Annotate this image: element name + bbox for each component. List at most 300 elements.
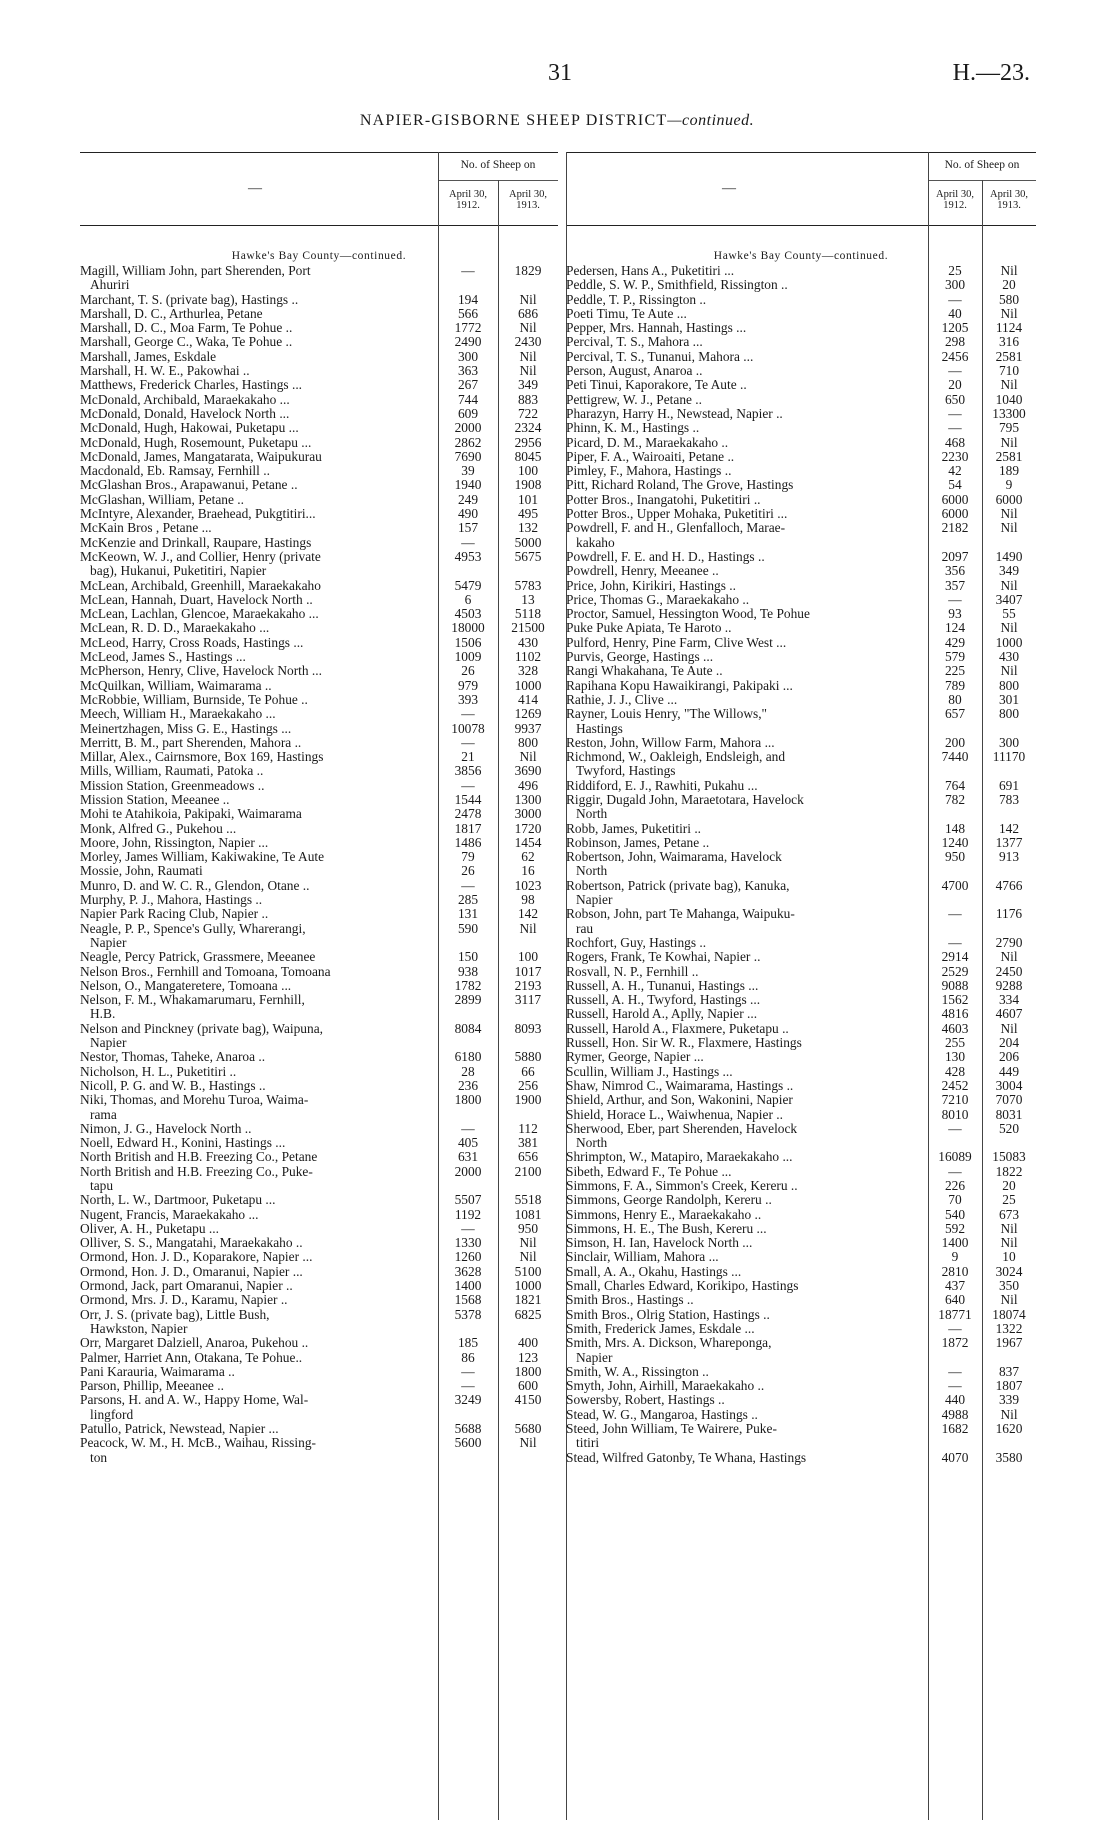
owner-name-continued: H.B. — [90, 1006, 116, 1022]
owner-entry — [80, 1293, 438, 1307]
sheep-1912: 393 — [457, 691, 479, 707]
owner-entry — [566, 421, 928, 435]
sheep-1912: 1486 — [454, 834, 482, 850]
owner-entry — [80, 779, 438, 793]
owner-entry — [80, 450, 438, 464]
sheep-1913: 2581 — [995, 348, 1023, 364]
owner-name: Robson, John, part Te Mahanga, Waipuku- — [566, 906, 795, 922]
owner-entry — [566, 493, 928, 507]
sheep-1912: 249 — [457, 491, 479, 507]
sheep-1912: 300 — [457, 348, 479, 364]
owner-name: Monk, Alfred G., Pukehou ... — [80, 820, 237, 836]
sheep-1912: 4070 — [941, 1449, 969, 1465]
sheep-1913: 580 — [998, 291, 1020, 307]
sheep-1913: Nil — [1000, 1292, 1018, 1308]
sheep-1913: 449 — [998, 1063, 1020, 1079]
table-row — [80, 493, 558, 507]
sheep-1912: 54 — [948, 477, 962, 493]
owner-name: Pettigrew, W. J., Petane .. — [566, 391, 702, 407]
table-row — [80, 264, 558, 293]
sheep-1913: 950 — [517, 1220, 539, 1236]
table-row — [80, 421, 558, 435]
owner-name: Morley, James William, Kakiwakine, Te Aute — [80, 849, 325, 865]
sheep-1913: 1454 — [514, 834, 542, 850]
table-row — [80, 693, 558, 707]
owner-name: Ormond, Hon. J. D., Koparakore, Napier ... — [80, 1249, 313, 1265]
table-row — [566, 1365, 1036, 1379]
owner-name: Simmons, H. E., The Bush, Kereru ... — [566, 1220, 767, 1236]
table-row — [566, 1336, 1036, 1365]
owner-name: Orr, J. S. (private bag), Little Bush, — [80, 1306, 270, 1322]
sheep-1913: 6000 — [995, 491, 1023, 507]
sheep-1912: 590 — [457, 920, 479, 936]
owner-name: Shield, Horace L., Waiwhenua, Napier .. — [566, 1106, 783, 1122]
table-row — [80, 636, 558, 650]
sheep-1912: 6000 — [941, 491, 969, 507]
sheep-1913: 55 — [1002, 606, 1016, 622]
sheep-1913: 2790 — [995, 934, 1023, 950]
owner-name: McLeod, Harry, Cross Roads, Hastings ... — [80, 634, 304, 650]
sheep-1912: 124 — [944, 620, 966, 636]
sheep-1912: — — [948, 591, 962, 607]
sheep-1913: 2324 — [514, 420, 542, 436]
district-title — [0, 112, 1114, 130]
owner-name: Mohi te Atahikoia, Pakipaki, Waimarama — [80, 806, 302, 822]
owner-entry — [80, 1308, 438, 1337]
sheep-1912: 2230 — [941, 448, 969, 464]
owner-entry — [80, 293, 438, 307]
sheep-1912: 4816 — [941, 1006, 969, 1022]
owner-name: Pitt, Richard Roland, The Grove, Hastings — [566, 477, 794, 493]
owner-name: North British and H.B. Freezing Co., Puke- — [80, 1163, 313, 1179]
owner-name: Shield, Arthur, and Son, Wakonini, Napier — [566, 1092, 793, 1108]
sheep-1913: 123 — [517, 1349, 539, 1365]
table-row — [566, 264, 1036, 278]
sheep-1913: 2956 — [514, 434, 542, 450]
sheep-1912: 650 — [944, 391, 966, 407]
table-row — [566, 1236, 1036, 1250]
sheep-1913: 349 — [517, 377, 539, 393]
owner-name: Rosvall, N. P., Fernhill .. — [566, 963, 699, 979]
sheep-1912: 39 — [461, 463, 475, 479]
owner-entry — [566, 564, 928, 578]
owner-entry — [80, 1265, 438, 1279]
sheep-1913: 1822 — [995, 1163, 1023, 1179]
owner-entry — [80, 521, 438, 535]
sheep-1913: 7070 — [995, 1092, 1023, 1108]
owner-name: Mills, William, Raumati, Patoka .. — [80, 763, 264, 779]
owner-entry — [566, 1079, 928, 1093]
owner-name: Rayner, Louis Henry, "The Willows," — [566, 706, 768, 722]
owner-entry — [566, 1293, 928, 1307]
sheep-1913: 142 — [517, 906, 539, 922]
owner-entry — [566, 1308, 928, 1322]
owner-entry — [566, 293, 928, 307]
table-row — [566, 1322, 1036, 1336]
sheep-1913: Nil — [1000, 1406, 1018, 1422]
owner-entry — [80, 264, 438, 293]
sheep-1913: Nil — [1000, 1235, 1018, 1251]
table-row — [566, 907, 1036, 936]
owner-name: McLean, Lachlan, Glencoe, Maraekakaho ... — [80, 606, 319, 622]
owner-name: Riddiford, E. J., Rawhiti, Pukahu ... — [566, 777, 758, 793]
owner-name: Neagle, P. P., Spence's Gully, Wharerangi, — [80, 920, 306, 936]
table-row — [566, 335, 1036, 349]
sheep-1912: 428 — [944, 1063, 966, 1079]
table-row — [566, 1193, 1036, 1207]
left-header-col2 — [498, 189, 558, 211]
table-row — [566, 436, 1036, 450]
sheep-1913: 339 — [998, 1392, 1020, 1408]
right-header-col2-date: April 30, — [990, 189, 1028, 200]
sheep-1912: 130 — [944, 1049, 966, 1065]
sheep-1913: 15083 — [992, 1149, 1026, 1165]
owner-entry — [80, 1093, 438, 1122]
sheep-1913: 1102 — [514, 649, 542, 665]
owner-name: Powdrell, F. E. and H. D., Hastings .. — [566, 548, 765, 564]
owner-entry — [566, 364, 928, 378]
sheep-1913: 2430 — [514, 334, 542, 350]
owner-name: McGlashan, William, Petane .. — [80, 491, 244, 507]
owner-entry — [80, 1336, 438, 1350]
owner-name: Picard, D. M., Maraekakaho .. — [566, 434, 729, 450]
sheep-1913: 3580 — [995, 1449, 1023, 1465]
owner-entry — [80, 1122, 438, 1136]
sheep-1913: 722 — [517, 405, 539, 421]
owner-name: North British and H.B. Freezing Co., Petane — [80, 1149, 318, 1165]
owner-name-continued: North — [576, 806, 608, 822]
owner-name: Piper, F. A., Wairoaiti, Petane .. — [566, 448, 735, 464]
table-row — [80, 1265, 558, 1279]
table-row — [566, 521, 1036, 550]
owner-entry — [566, 1279, 928, 1293]
table-row — [80, 378, 558, 392]
sheep-1913: 430 — [998, 649, 1020, 665]
sheep-1913: 1023 — [514, 877, 542, 893]
sheep-1913: 795 — [998, 420, 1020, 436]
owner-name: McDonald, James, Mangatarata, Waipukurau — [80, 448, 322, 464]
owner-name: Nimon, J. G., Havelock North .. — [80, 1120, 252, 1136]
sheep-1912: 300 — [944, 277, 966, 293]
owner-name: Noell, Edward H., Konini, Hastings ... — [80, 1135, 286, 1151]
sheep-1912: 566 — [457, 305, 479, 321]
sheep-1912: — — [461, 1363, 475, 1379]
sheep-1912: 1682 — [941, 1421, 969, 1437]
table-row — [80, 579, 558, 593]
owner-name: Marshall, D. C., Arthurlea, Petane — [80, 305, 263, 321]
sheep-1912: 225 — [944, 663, 966, 679]
owner-name: Rochfort, Guy, Hastings .. — [566, 934, 707, 950]
sheep-1912: 938 — [457, 963, 479, 979]
sheep-1913: Nil — [1000, 949, 1018, 965]
owner-name: McLean, Archibald, Greenhill, Maraekakaho — [80, 577, 321, 593]
owner-entry — [80, 736, 438, 750]
sheep-1913: 800 — [517, 734, 539, 750]
sheep-1912: 540 — [944, 1206, 966, 1222]
sheep-1912: 185 — [457, 1335, 479, 1351]
table-row — [80, 679, 558, 693]
document-code: H.—23. — [952, 60, 1030, 86]
owner-entry — [566, 436, 928, 450]
left-header-col1-year: 1912. — [456, 200, 480, 211]
owner-entry — [566, 393, 928, 407]
owner-entry — [80, 364, 438, 378]
sheep-1912: 131 — [457, 906, 479, 922]
table-row — [566, 965, 1036, 979]
district-title-main: NAPIER-GISBORNE SHEEP DISTRICT — [359, 112, 668, 129]
owner-name: Sinclair, William, Mahora ... — [566, 1249, 719, 1265]
sheep-1912: 437 — [944, 1278, 966, 1294]
owner-name: Pani Karauria, Waimarama .. — [80, 1363, 235, 1379]
table-row — [80, 335, 558, 349]
owner-name-continued: Twyford, Hastings — [576, 763, 676, 779]
owner-name-continued: Ahuriri — [90, 277, 130, 293]
sheep-1912: — — [948, 906, 962, 922]
sheep-1913: 656 — [517, 1149, 539, 1165]
owner-entry — [80, 1150, 438, 1164]
owner-entry — [80, 1022, 438, 1051]
table-row — [566, 364, 1036, 378]
page-number: 31 — [548, 60, 572, 86]
owner-entry — [566, 993, 928, 1007]
sheep-1913: 520 — [998, 1120, 1020, 1136]
table-row — [80, 1150, 558, 1164]
sheep-1912: 1009 — [454, 649, 482, 665]
page-header — [0, 60, 1114, 90]
sheep-1912: — — [948, 1320, 962, 1336]
owner-name: Neagle, Percy Patrick, Grassmere, Meeanee — [80, 949, 316, 965]
table-row — [80, 1308, 558, 1337]
owner-entry — [80, 1065, 438, 1079]
owner-entry — [80, 378, 438, 392]
owner-entry — [566, 1322, 928, 1336]
sheep-1913: 1829 — [514, 263, 542, 278]
owner-name: Rymer, George, Napier ... — [566, 1049, 704, 1065]
owner-name: Pedersen, Hans A., Puketitiri ... — [566, 263, 735, 278]
sheep-1913: 20 — [1002, 1178, 1016, 1193]
right-header-no-of-sheep: No. of Sheep on — [944, 159, 1020, 171]
owner-name: Shrimpton, W., Matapiro, Maraekakaho ... — [566, 1149, 793, 1165]
owner-entry — [566, 650, 928, 664]
owner-name: Powdrell, F. and H., Glenfalloch, Marae- — [566, 520, 786, 536]
table-row — [566, 393, 1036, 407]
right-rows — [566, 250, 1036, 1465]
sheep-1912: 200 — [944, 734, 966, 750]
owner-entry — [80, 407, 438, 421]
sheep-1912: 2529 — [941, 963, 969, 979]
owner-entry — [80, 822, 438, 836]
sheep-1913: 13300 — [992, 405, 1026, 421]
left-column-table — [80, 152, 558, 1820]
sheep-1913: 100 — [517, 949, 539, 965]
sheep-1912: — — [461, 734, 475, 750]
owner-entry — [566, 521, 928, 550]
table-row — [80, 393, 558, 407]
right-header-col2 — [982, 189, 1036, 211]
owner-name: McDonald, Donald, Havelock North ... — [80, 405, 290, 421]
owner-entry — [566, 950, 928, 964]
owner-name: Pulford, Henry, Pine Farm, Clive West ... — [566, 634, 787, 650]
owner-entry — [80, 907, 438, 921]
owner-entry — [566, 1150, 928, 1164]
owner-name: Richmond, W., Oakleigh, Endsleigh, and — [566, 749, 786, 765]
sheep-1912: 4603 — [941, 1020, 969, 1036]
left-header-col1-date: April 30, — [449, 189, 487, 200]
owner-name-continued: Hawkston, Napier — [90, 1320, 188, 1336]
owner-name: Matthews, Frederick Charles, Hastings ... — [80, 377, 303, 393]
table-row — [80, 436, 558, 450]
table-row — [566, 1379, 1036, 1393]
sheep-1913: 301 — [998, 691, 1020, 707]
table-row — [566, 1007, 1036, 1021]
owner-entry — [566, 879, 928, 908]
sheep-1912: — — [948, 1363, 962, 1379]
table-row — [80, 350, 558, 364]
table-row — [566, 550, 1036, 564]
table-row — [566, 464, 1036, 478]
owner-name: Shaw, Nimrod C., Waimarama, Hastings .. — [566, 1077, 794, 1093]
owner-entry — [566, 850, 928, 879]
owner-name: North, L. W., Dartmoor, Puketapu ... — [80, 1192, 276, 1208]
owner-name: Nelson Bros., Fernhill and Tomoana, Tomoana — [80, 963, 331, 979]
sheep-1912: 79 — [461, 849, 475, 865]
owner-entry — [566, 1022, 928, 1036]
sheep-1912: 2490 — [454, 334, 482, 350]
owner-name: McIntyre, Alexander, Braehead, Pukgtitiri... — [80, 506, 316, 522]
owner-name: Nicholson, H. L., Puketitiri .. — [80, 1063, 237, 1079]
owner-entry — [566, 1336, 928, 1365]
table-row — [566, 407, 1036, 421]
owner-name: Mission Station, Meeanee .. — [80, 791, 230, 807]
owner-entry — [566, 1108, 928, 1122]
sheep-1912: 26 — [461, 663, 475, 679]
owner-name: Russell, A. H., Twyford, Hastings ... — [566, 992, 761, 1008]
owner-name-continued: Hastings — [576, 720, 623, 736]
table-row — [566, 450, 1036, 464]
sheep-1913: 5783 — [514, 577, 542, 593]
owner-entry — [566, 278, 928, 292]
table-row — [566, 1250, 1036, 1264]
owner-name: Small, A. A., Okahu, Hastings ... — [566, 1263, 742, 1279]
sheep-1913: 3004 — [995, 1077, 1023, 1093]
table-row — [566, 421, 1036, 435]
table-row — [566, 993, 1036, 1007]
sheep-1912: 979 — [457, 677, 479, 693]
owner-entry — [80, 436, 438, 450]
owner-entry — [80, 764, 438, 778]
table-row — [566, 1222, 1036, 1236]
owner-name: Purvis, George, Hastings ... — [566, 649, 714, 665]
sheep-1913: 16 — [521, 863, 535, 879]
table-row — [80, 736, 558, 750]
owner-name: Potter Bros., Upper Mohaka, Puketitiri ... — [566, 506, 788, 522]
owner-entry — [80, 507, 438, 521]
owner-entry — [80, 750, 438, 764]
sheep-1912: 194 — [457, 291, 479, 307]
owner-name-continued: ton — [90, 1449, 108, 1465]
sheep-1912: 236 — [457, 1077, 479, 1093]
owner-entry — [80, 1193, 438, 1207]
owner-entry — [566, 1208, 928, 1222]
owner-entry — [80, 650, 438, 664]
sheep-1913: 5000 — [514, 534, 542, 550]
sheep-1913: 204 — [998, 1035, 1020, 1051]
table-row — [566, 693, 1036, 707]
owner-entry — [80, 1165, 438, 1194]
owner-name: Millar, Alex., Cairnsmore, Box 169, Hastings — [80, 749, 324, 765]
owner-name: Russell, Hon. Sir W. R., Flaxmere, Hastings — [566, 1035, 802, 1051]
table-row — [80, 321, 558, 335]
owner-entry — [566, 1165, 928, 1179]
sheep-1913: 100 — [517, 463, 539, 479]
owner-name: Smith, W. A., Rissington .. — [566, 1363, 709, 1379]
table-row — [566, 350, 1036, 364]
sheep-1912: 2810 — [941, 1263, 969, 1279]
table-row — [566, 1208, 1036, 1222]
owner-entry — [566, 607, 928, 621]
owner-name: Simmons, F. A., Simmon's Creek, Kereru .. — [566, 1178, 798, 1193]
table-row — [80, 507, 558, 521]
sheep-1912: — — [948, 1378, 962, 1394]
owner-entry — [566, 507, 928, 521]
owner-name: Percival, T. S., Tunanui, Mahora ... — [566, 348, 754, 364]
table-row — [566, 1050, 1036, 1064]
sheep-1912: 468 — [944, 434, 966, 450]
owner-entry — [566, 478, 928, 492]
sheep-1912: 7690 — [454, 448, 482, 464]
owner-entry — [566, 1408, 928, 1422]
sheep-1913: 9 — [1005, 477, 1013, 493]
left-section-heading: Hawke's Bay County—continued. — [231, 250, 407, 262]
owner-entry — [566, 979, 928, 993]
owner-entry — [80, 864, 438, 878]
owner-name: Marshall, D. C., Moa Farm, Te Pohue .. — [80, 320, 293, 336]
sheep-1912: 429 — [944, 634, 966, 650]
owner-name-continued: Napier — [576, 1349, 613, 1365]
sheep-1913: 9937 — [514, 720, 542, 736]
sheep-1912: — — [461, 706, 475, 722]
owner-entry — [80, 979, 438, 993]
table-row — [80, 979, 558, 993]
table-row — [80, 907, 558, 921]
table-row — [80, 1336, 558, 1350]
sheep-1912: 1817 — [454, 820, 482, 836]
owner-name: Peddle, S. W. P., Smithfield, Rissington .. — [566, 277, 788, 293]
sheep-1912: 80 — [948, 691, 962, 707]
owner-name: McKain Bros , Petane ... — [80, 520, 212, 536]
owner-entry — [80, 836, 438, 850]
owner-name: Powdrell, Henry, Meeanee .. — [566, 563, 719, 579]
sheep-1913: 783 — [998, 791, 1020, 807]
sheep-1913: 1000 — [514, 1278, 542, 1294]
sheep-1913: 691 — [998, 777, 1020, 793]
sheep-1913: 328 — [517, 663, 539, 679]
owner-entry — [80, 1222, 438, 1236]
sheep-1912: 631 — [457, 1149, 479, 1165]
sheep-1912: 1940 — [454, 477, 482, 493]
table-row — [566, 836, 1036, 850]
owner-name: McDonald, Hugh, Rosemount, Puketapu ... — [80, 434, 312, 450]
owner-entry — [566, 378, 928, 392]
sheep-1913: 13 — [521, 591, 535, 607]
owner-entry — [566, 1365, 928, 1379]
table-row — [80, 1122, 558, 1136]
sheep-1912: 1772 — [454, 320, 482, 336]
owner-name: Reston, John, Willow Farm, Mahora ... — [566, 734, 775, 750]
table-row — [566, 1093, 1036, 1107]
owner-entry — [80, 850, 438, 864]
owner-name: McDonald, Hugh, Hakowai, Puketapu ... — [80, 420, 299, 436]
